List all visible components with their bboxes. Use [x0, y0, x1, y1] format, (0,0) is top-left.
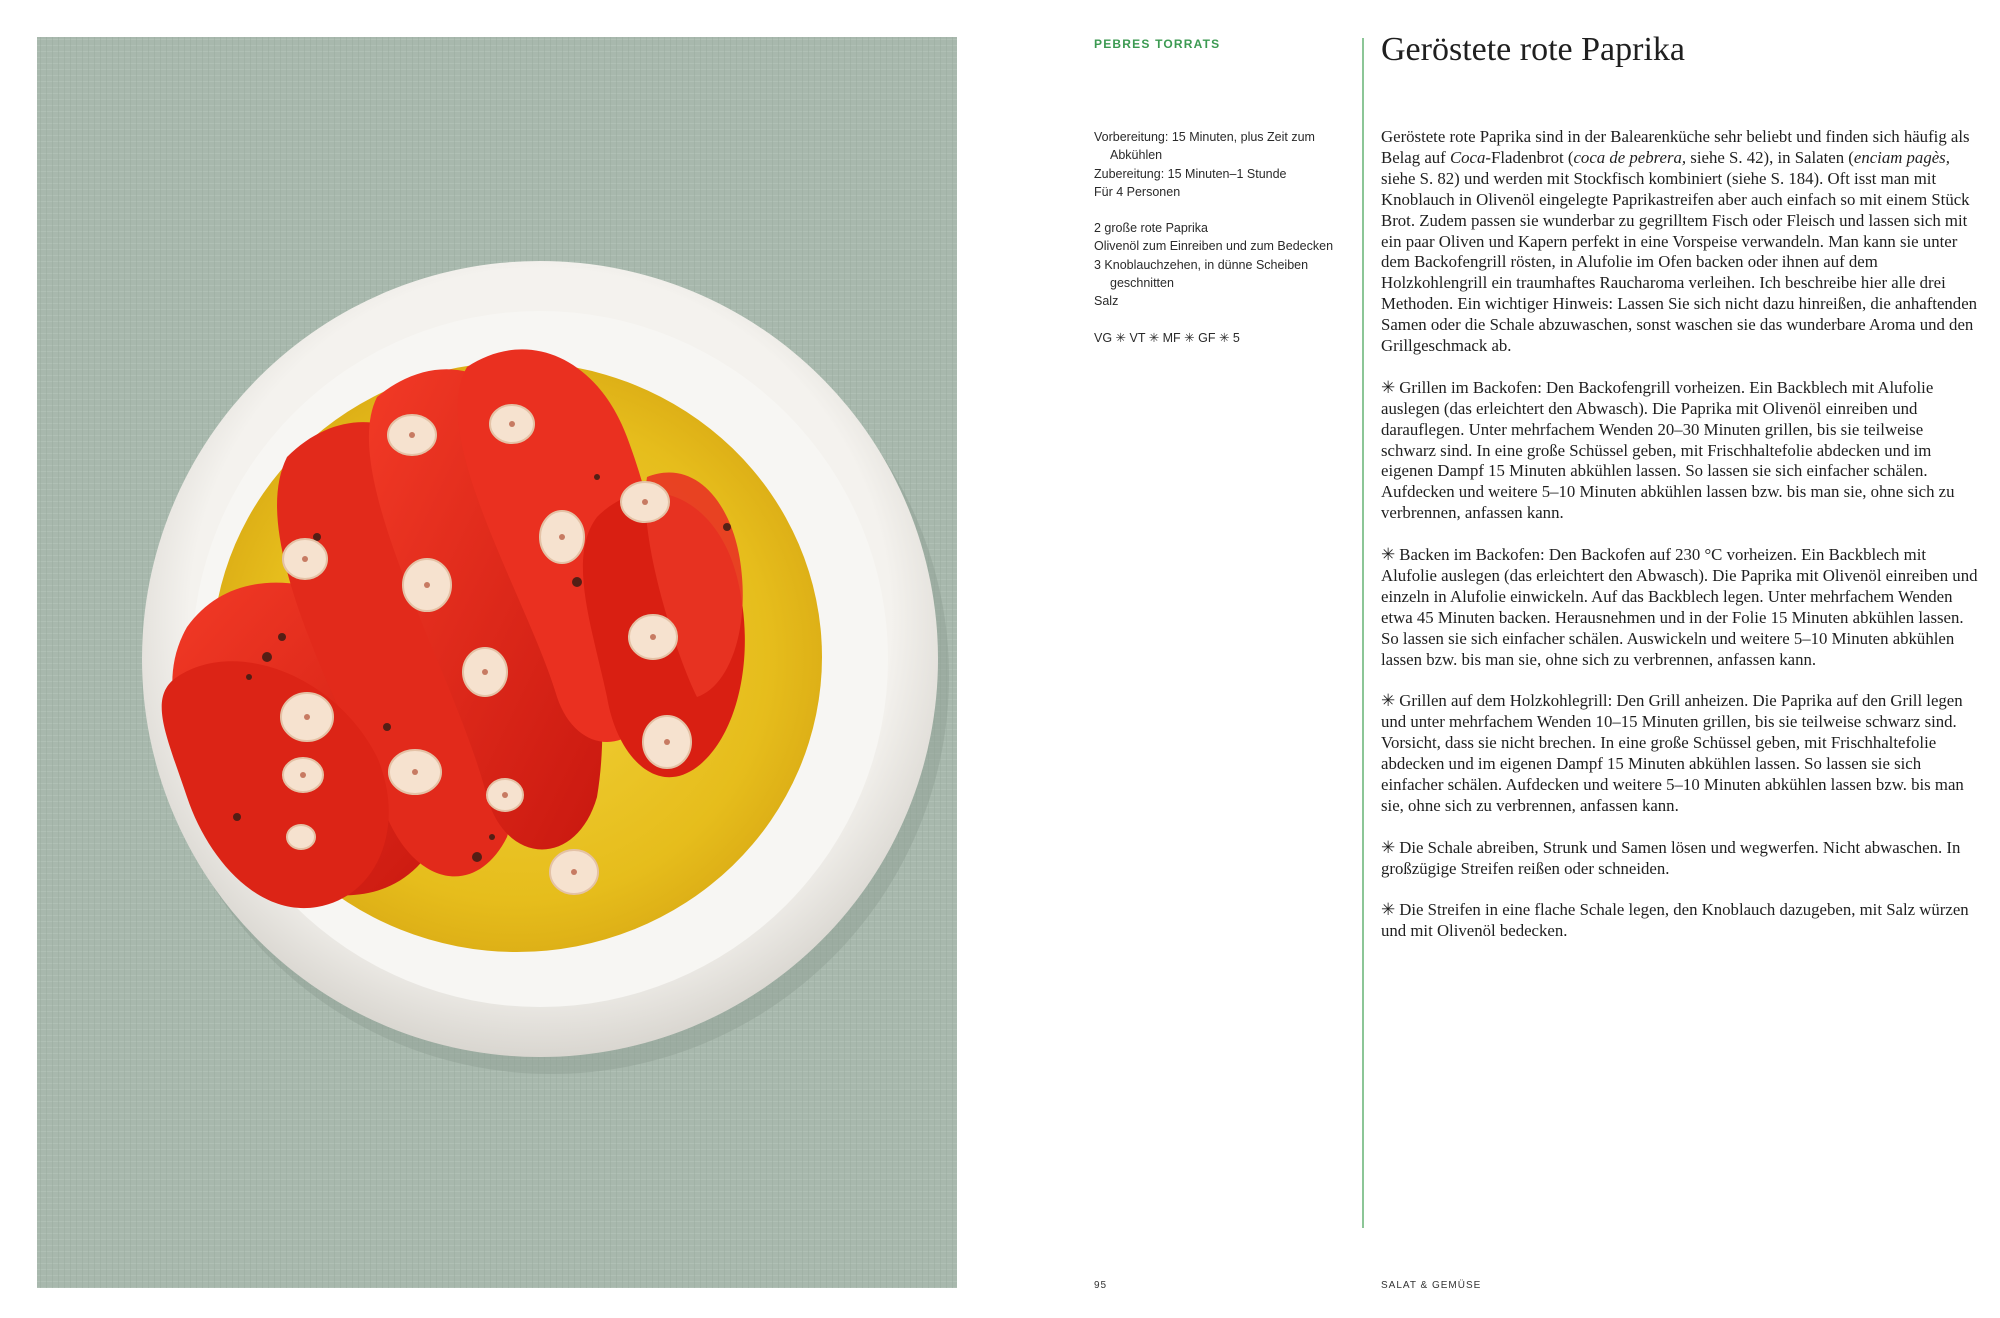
ingredient-item: Salz — [1094, 294, 1119, 309]
cook-time: Zubereitung: 15 Minuten–1 Stunde — [1094, 166, 1287, 181]
prep-time: Vorbereitung: 15 Minuten, plus Zeit zum Abkühlen — [1094, 130, 1315, 163]
section-footer: SALAT & GEMÜSE — [1381, 1280, 1482, 1291]
step-oven-grill: ✳ Grillen im Backofen: Den Backofengrill vorheizen. Ein Backblech mit Alufolie auslegen (das erleichtert den Abwasch). Die Paprika mit Olivenöl einreiben und darauflegen. Unter mehrfachem Wenden 20–30 Minuten grillen, bis sie teilweise schwarz sind. In eine große Schüssel geben, mit Frischhaltefolie abdecken und im eigenen Dampf 15 Minuten abkühlen lassen. So lassen sie sich einfacher schälen. Aufdecken und weitere 5–10 Minuten abkühlen lassen bzw. bis man sie, ohne sich zu verbrennen, anfassen kann. — [1381, 377, 1955, 523]
recipe-meta — [1094, 128, 1344, 347]
ingredient-item: 2 große rote Paprika — [1094, 221, 1208, 236]
intro-paragraph: Geröstete rote Paprika sind in der Balearenküche sehr beliebt und finden sich häufig als Belag auf Coca-Fladenbrot (coca de pebrera, siehe S. 42), in Salaten (enciam pagès, siehe S. 82) und werden mit Stockfisch kombiniert (siehe S. 184). Oft isst man mit Knoblauch in Olivenöl eingelegte Paprikastreifen aber auch einfach so mit einem Stück Brot. Zudem passen sie wunderbar zu gegrilltem Fisch oder Fleisch und lassen sich mit ein paar Oliven und Kapern perfekt in eine Vorspeise verwandeln. Man kann sie unter dem Backofengrill rösten, in Alufolie im Ofen backen oder ihnen auf dem Holzkohlengrill ein traumhaftes Raucharoma verleihen. Ich beschreibe hier alle drei Methoden. Ein wichtiger Hinweis: Lassen Sie sich nicht dazu hinreißen, die anhaftenden Samen oder die Schale abzuwaschen, sonst waschen sie das wunderbare Aroma und den Grillgeschmack ab. — [1381, 127, 1978, 356]
diet-labels: VG ✳ VT ✳ MF ✳ GF ✳ 5 — [1094, 330, 1240, 345]
recipe-photo — [37, 37, 957, 1288]
recipe-body — [1381, 127, 1981, 963]
ingredient-list — [1094, 219, 1344, 310]
servings: Für 4 Personen — [1094, 184, 1181, 199]
step-charcoal-grill: ✳ Grillen auf dem Holzkohlegrill: Den Grill anheizen. Die Paprika auf den Grill legen und unter mehrfachem Wenden 10–15 Minuten grillen, bis sie teilweise schwarz sind. Vorsicht, dass sie nicht brechen. In eine große Schüssel geben, mit Frischhaltefolie abdecken und im eigenen Dampf 15 Minuten abkühlen lassen. So lassen sie sich einfacher schälen. Aufdecken und weitere 5–10 Minuten abkühlen lassen bzw. bis man sie, ohne sich zu verbrennen, anfassen kann. — [1381, 691, 1964, 815]
page-number: 95 — [1094, 1280, 1108, 1291]
step-oven-bake: ✳ Backen im Backofen: Den Backofen auf 230 °C vorheizen. Ein Backblech mit Alufolie auslegen (das erleichtert den Abwasch). Die Paprika mit Olivenöl einreiben und einzeln in Alufolie einwickeln. Auf das Backblech legen. Unter mehrfachem Wenden etwa 45 Minuten backen. Herausnehmen und in der Folie 15 Minuten abkühlen lassen. So lassen sie sich einfacher schälen. Auswickeln und weitere 5–10 Minuten abkühlen lassen bzw. bis man sie, ohne sich zu verbrennen, anfassen kann. — [1381, 545, 1978, 669]
recipe-sidebar — [1094, 36, 1344, 345]
step-peel: ✳ Die Schale abreiben, Strunk und Samen lösen und wegwerfen. Nicht abwaschen. In großzügige Streifen reißen oder schneiden. — [1381, 837, 1961, 878]
recipe-original-name: PEBRES TORRATS — [1094, 37, 1221, 51]
column-divider — [1362, 38, 1364, 1228]
recipe-title: Geröstete rote Paprika — [1381, 31, 1685, 68]
ingredient-item: Olivenöl zum Einreiben und zum Bedecken — [1094, 239, 1334, 254]
recipe-main — [1381, 28, 1981, 941]
ingredient-item: 3 Knoblauchzehen, in dünne Scheiben geschnitten — [1094, 257, 1309, 291]
step-serve: ✳ Die Streifen in eine flache Schale legen, den Knoblauch dazugeben, mit Salz würzen und mit Olivenöl bedecken. — [1381, 900, 1969, 941]
